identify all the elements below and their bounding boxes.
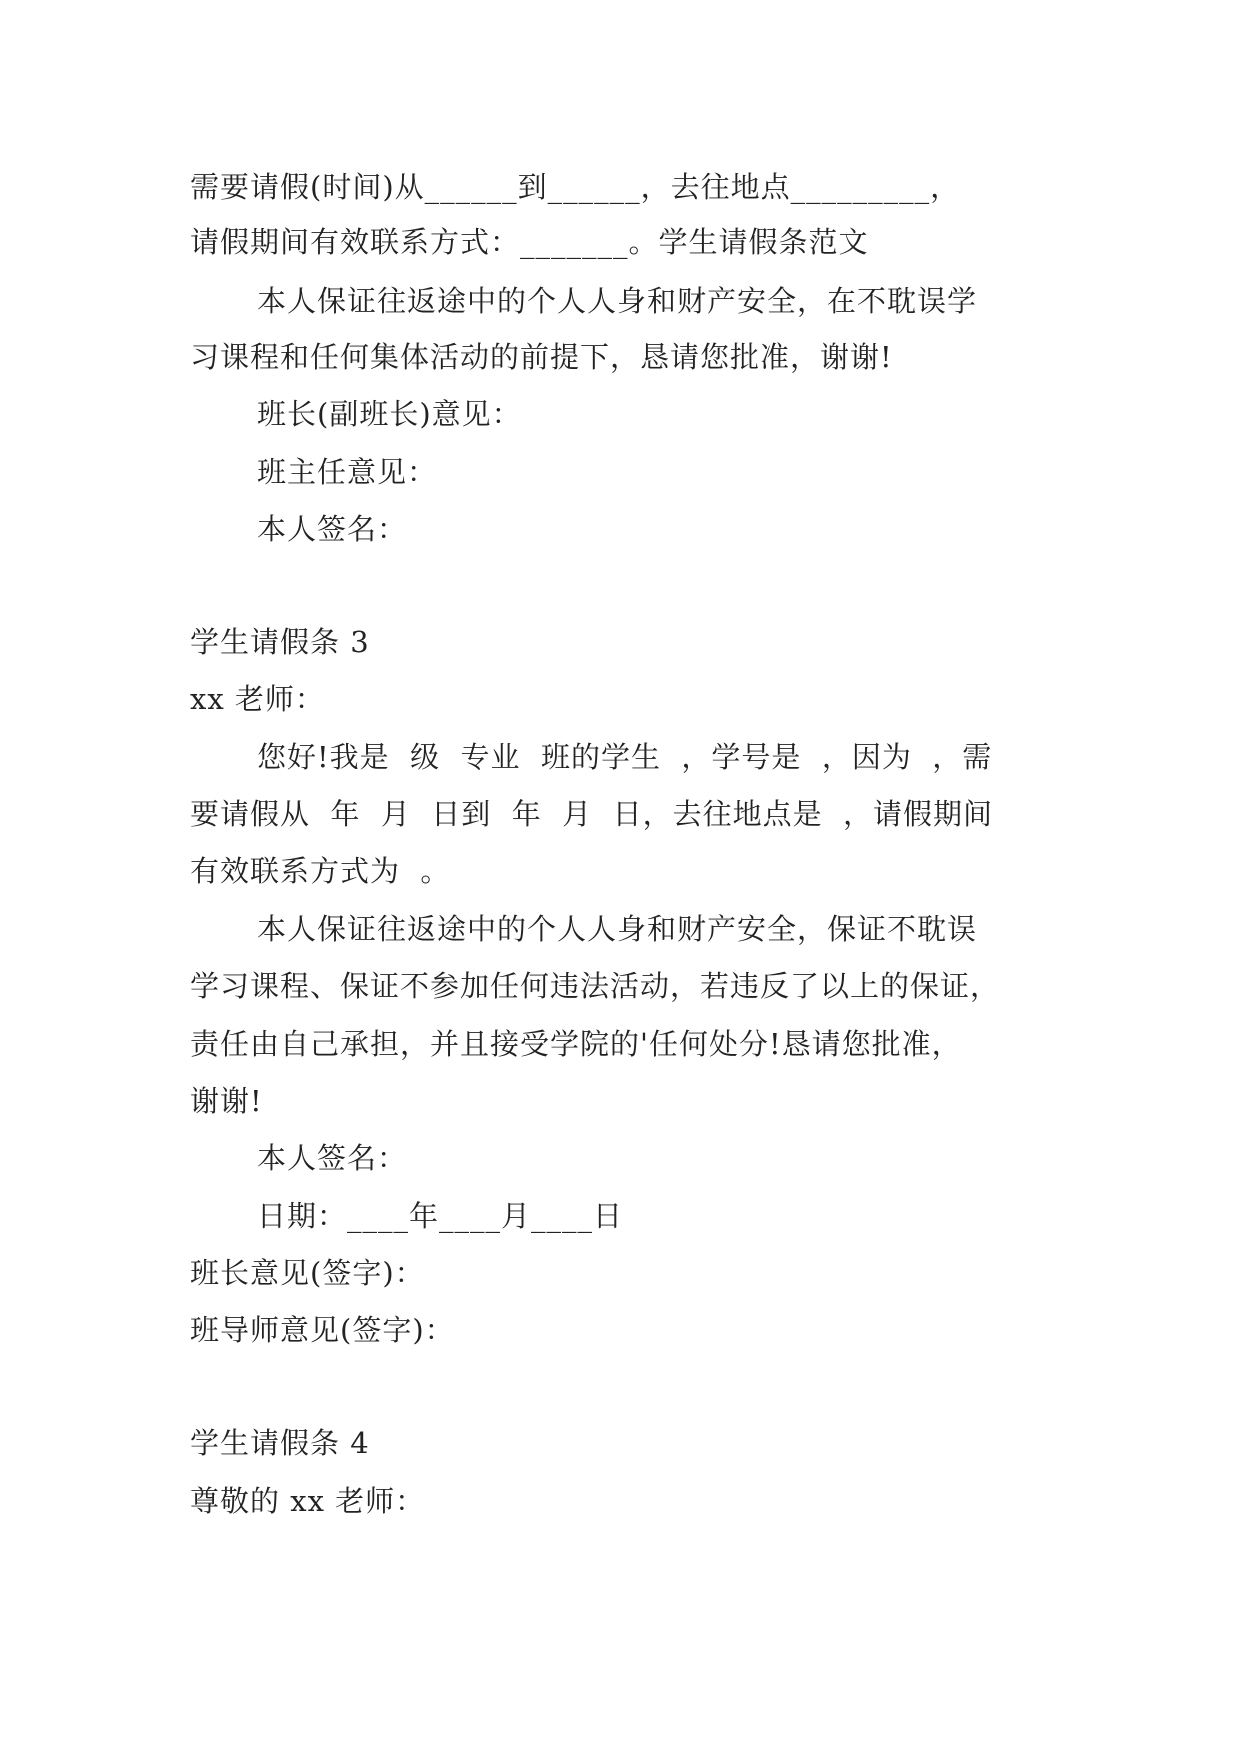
date-line: 日期：____年____月____日 — [257, 1199, 624, 1233]
contact-line: 请假期间有效联系方式：_______。学生请假条范文 — [190, 225, 869, 259]
paragraph-line: 本人保证往返途中的个人人身和财产安全，在不耽误学 — [257, 284, 978, 318]
paragraph-line: 要请假从 年 月 日到 年 月 日，去往地点是 ，请假期间 — [190, 797, 994, 831]
paragraph-line: 学习课程、保证不参加任何违法活动，若违反了以上的保证， — [190, 969, 1001, 1003]
head-teacher-opinion-line: 班主任意见： — [257, 455, 438, 489]
monitor-opinion-line: 班长(副班长)意见： — [257, 397, 522, 431]
salutation: xx 老师： — [190, 682, 325, 716]
paragraph-line: 责任由自己承担，并且接受学院的'任何处分!恳请您批准， — [190, 1027, 962, 1061]
advisor-sign-line: 班导师意见(签字)： — [190, 1313, 455, 1347]
signature-line: 本人签名： — [257, 1141, 408, 1175]
paragraph-line: 谢谢! — [190, 1084, 263, 1118]
paragraph-line: 本人保证往返途中的个人人身和财产安全，保证不耽误 — [257, 912, 978, 946]
paragraph-line: 有效联系方式为 。 — [190, 854, 451, 888]
leave-time-line: 需要请假(时间)从______到______，去往地点_________， — [190, 170, 961, 204]
paragraph-line: 习课程和任何集体活动的前提下，恳请您批准，谢谢! — [190, 340, 893, 374]
section-title-4: 学生请假条 4 — [190, 1426, 370, 1460]
section-title-3: 学生请假条 3 — [190, 625, 370, 659]
signature-line: 本人签名： — [257, 512, 408, 546]
paragraph-line: 您好!我是 级 专业 班的学生 ，学号是 ，因为 ，需 — [257, 740, 993, 774]
monitor-sign-line: 班长意见(签字)： — [190, 1256, 425, 1290]
salutation: 尊敬的 xx 老师： — [190, 1484, 426, 1518]
